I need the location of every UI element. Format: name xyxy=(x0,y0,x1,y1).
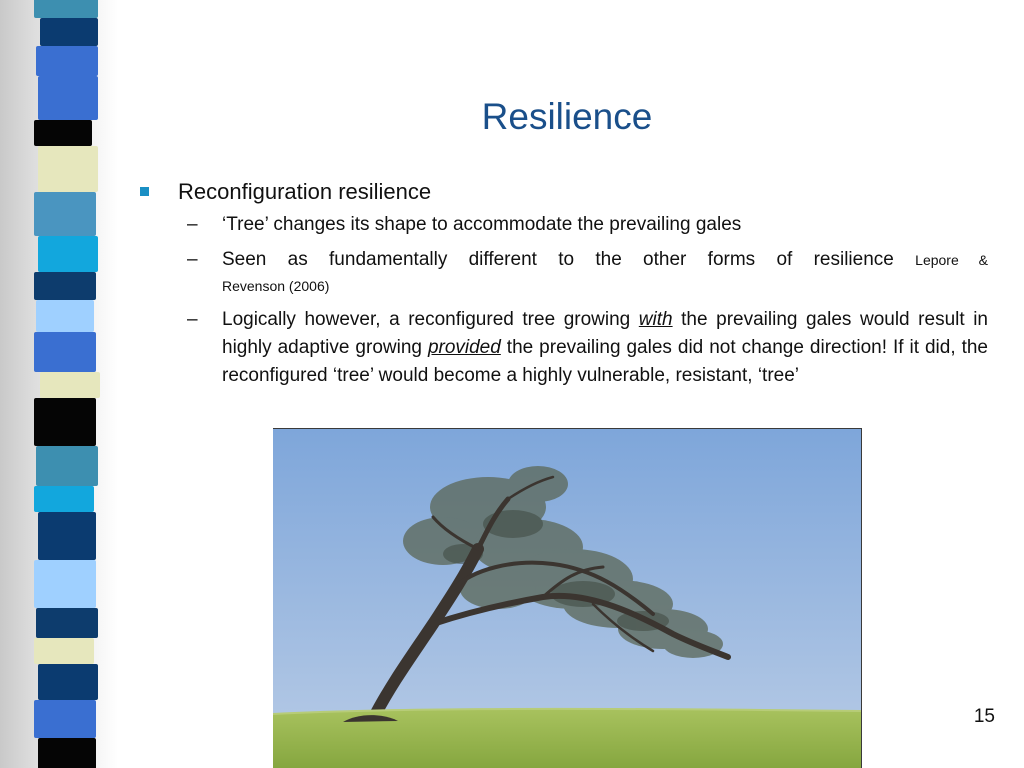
subbullet-text: ‘Tree’ changes its shape to accommodate the prevailing gales xyxy=(222,214,742,235)
strip-band xyxy=(34,0,98,18)
strip-band xyxy=(34,560,96,608)
strip-band xyxy=(38,664,98,700)
decorative-color-strip xyxy=(34,0,98,768)
strip-band xyxy=(34,120,92,146)
strip-band xyxy=(34,638,94,664)
slide-title: Resilience xyxy=(481,96,653,137)
dash-marker: – xyxy=(187,309,198,330)
strip-band xyxy=(34,332,96,372)
dash-marker: – xyxy=(187,249,198,270)
text-part-2: the prevailing gales would result in highly adaptive growing xyxy=(222,309,988,358)
dash-marker: – xyxy=(187,214,198,235)
square-bullet-icon xyxy=(140,187,149,196)
strip-band xyxy=(34,272,96,300)
strip-band xyxy=(34,398,96,446)
strip-band xyxy=(36,300,94,332)
strip-band xyxy=(38,76,98,120)
strip-band xyxy=(40,18,98,46)
tree-illustration xyxy=(273,429,862,768)
subbullet-body xyxy=(222,306,988,390)
citation-year: Revenson (2006) xyxy=(222,278,330,294)
strip-band xyxy=(34,700,96,738)
citation-authors: Lepore & xyxy=(915,252,988,268)
emphasis-with: with xyxy=(638,309,673,330)
strip-band xyxy=(38,146,98,192)
strip-band xyxy=(36,608,98,638)
wind-bent-tree-photo xyxy=(273,428,862,768)
text-part-1: Logically however, a reconfigured tree growing xyxy=(222,309,639,330)
strip-band xyxy=(34,486,94,512)
subbullet-line-1 xyxy=(222,246,988,274)
emphasis-provided: provided xyxy=(427,337,501,358)
strip-band xyxy=(36,446,98,486)
bullet-text: Reconfiguration resilience xyxy=(178,179,432,204)
strip-band xyxy=(34,192,96,236)
text-part-3: the prevailing gales did not change direction! If it did, the reconfigured ‘tree’ would become a highly vulnerable, resistant, ‘tree’ xyxy=(222,337,988,386)
strip-band xyxy=(40,372,100,398)
page-number: 15 xyxy=(973,706,995,727)
strip-band xyxy=(38,512,96,560)
strip-band xyxy=(38,738,96,768)
strip-band xyxy=(38,236,98,272)
subbullet-text: Seen as fundamentally different to the other forms of resilience xyxy=(222,249,894,270)
subbullet-body xyxy=(222,246,988,298)
strip-band xyxy=(36,46,98,76)
